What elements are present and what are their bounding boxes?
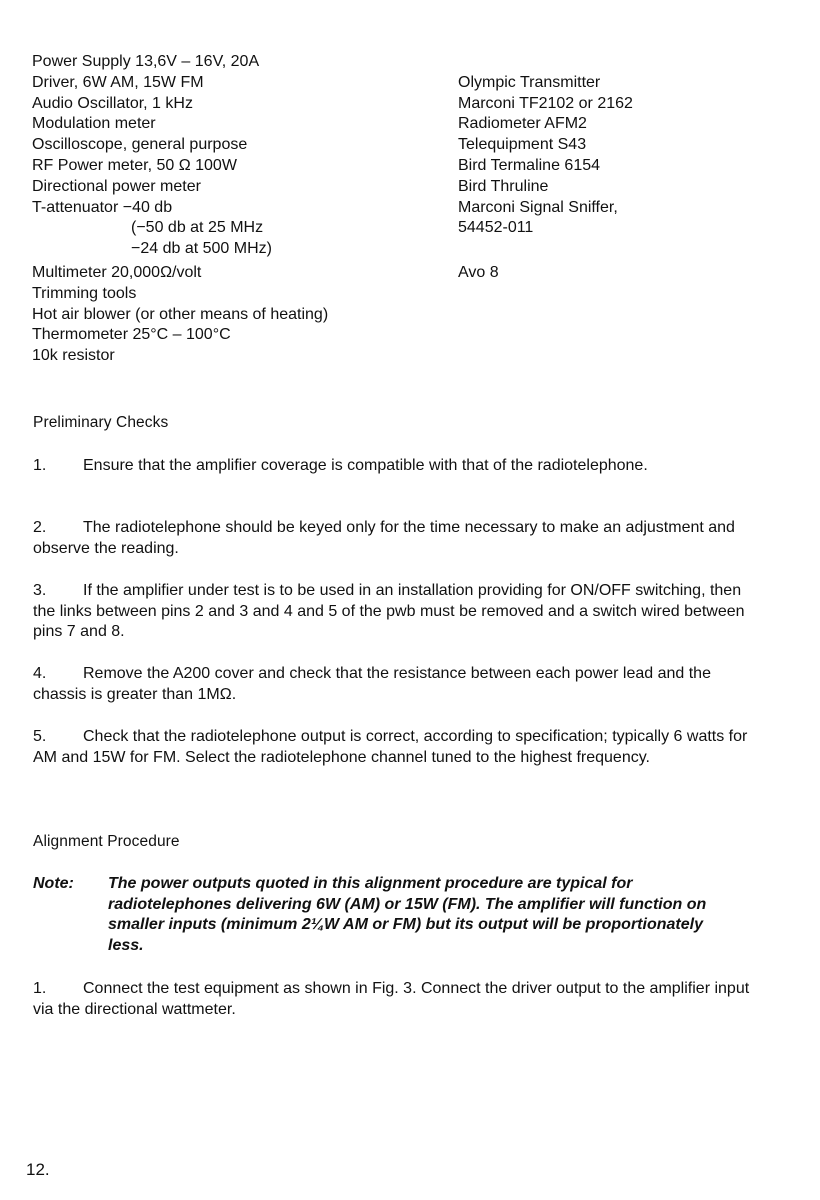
equipment-list (32, 52, 792, 367)
equipment-model: Marconi TF2102 or 2162 (458, 94, 633, 112)
item-text: Connect the test equipment as shown in Fig. 3. Connect the driver output to the amplifier input via the directional wattmeter. (33, 980, 750, 1018)
numbered-item (33, 456, 753, 477)
equipment-row (32, 284, 792, 305)
equipment-model: Bird Termaline 6154 (458, 156, 601, 174)
equipment-row (32, 114, 792, 135)
item-number: 3. (33, 582, 47, 599)
equipment-row (32, 177, 792, 198)
equipment-model: Bird Thruline (458, 177, 549, 195)
equipment-item: Audio Oscillator, 1 kHz (32, 94, 193, 112)
equipment-row (32, 198, 792, 219)
item-number: 4. (33, 665, 47, 682)
equipment-item: (−50 db at 25 MHz (131, 219, 264, 237)
numbered-item (33, 581, 753, 643)
equipment-row (32, 135, 792, 156)
equipment-row (32, 156, 792, 177)
item-text: Ensure that the amplifier coverage is compatible with that of the radiotelephone. (83, 457, 648, 474)
equipment-row (32, 325, 792, 346)
equipment-model: Telequipment S43 (458, 136, 587, 154)
equipment-row (32, 346, 792, 367)
item-number: 2. (33, 519, 47, 536)
item-text: Remove the A200 cover and check that the resistance between each power lead and the chassis is greater than 1MΩ. (33, 665, 711, 703)
item-text: If the amplifier under test is to be used in an installation providing for ON/OFF switching, then the links between pins 2 and 3 and 4 and 5 of the pwb must be removed and a switch wired between pins 7 and 8. (33, 582, 745, 641)
item-text: The radiotelephone should be keyed only for the time necessary to make an adjustment and observe the reading. (33, 519, 735, 557)
equipment-item: −24 db at 500 MHz) (131, 240, 272, 258)
equipment-item: Modulation meter (32, 115, 156, 133)
item-number: 5. (33, 728, 47, 745)
numbered-item (33, 518, 753, 559)
equipment-row (32, 263, 792, 284)
equipment-item: T-attenuator −40 db (32, 198, 173, 216)
equipment-item: Thermometer 25°C – 100°C (32, 326, 231, 344)
equipment-item: Hot air blower (or other means of heating) (32, 305, 329, 323)
page-number: 12. (26, 1160, 50, 1179)
equipment-item: Directional power meter (32, 177, 201, 195)
equipment-model: Marconi Signal Sniffer, (458, 198, 618, 216)
equipment-item: 10k resistor (32, 347, 115, 365)
equipment-model: Avo 8 (458, 263, 499, 281)
equipment-row (32, 73, 792, 94)
numbered-item (33, 727, 753, 768)
equipment-item: Trimming tools (32, 284, 137, 302)
equipment-model: Olympic Transmitter (458, 73, 601, 91)
equipment-item: Oscilloscope, general purpose (32, 136, 248, 154)
section-heading-alignment: Alignment Procedure (33, 833, 180, 850)
equipment-row (32, 305, 792, 326)
note-text: The power outputs quoted in this alignment procedure are typical for radiotelephones delivering 6W (AM) or 15W (FM). The amplifier will function on smaller inputs (minimum 2¼W AM or FM) but its output will be proportionately less. (108, 875, 707, 954)
item-number: 1. (33, 457, 47, 474)
item-number: 1. (33, 980, 47, 997)
item-text: Check that the radiotelephone output is correct, according to specification; typically 6 watts for AM and 15W for FM. Select the radiotelephone channel tuned to the highest frequency. (33, 728, 748, 766)
note-label: Note: (33, 875, 74, 892)
equipment-item: RF Power meter, 50 Ω 100W (32, 156, 237, 174)
equipment-row (32, 218, 792, 239)
numbered-item (33, 664, 753, 705)
equipment-row (32, 94, 792, 115)
equipment-row (32, 239, 792, 260)
equipment-item: Driver, 6W AM, 15W FM (32, 73, 204, 91)
section-heading-preliminary: Preliminary Checks (33, 414, 169, 431)
equipment-item: Multimeter 20,000Ω/volt (32, 263, 202, 281)
equipment-item: Power Supply 13,6V – 16V, 20A (32, 53, 260, 70)
numbered-item (33, 979, 753, 1020)
equipment-row (32, 52, 792, 73)
equipment-model: Radiometer AFM2 (458, 115, 587, 133)
equipment-model: 54452-011 (458, 219, 534, 237)
